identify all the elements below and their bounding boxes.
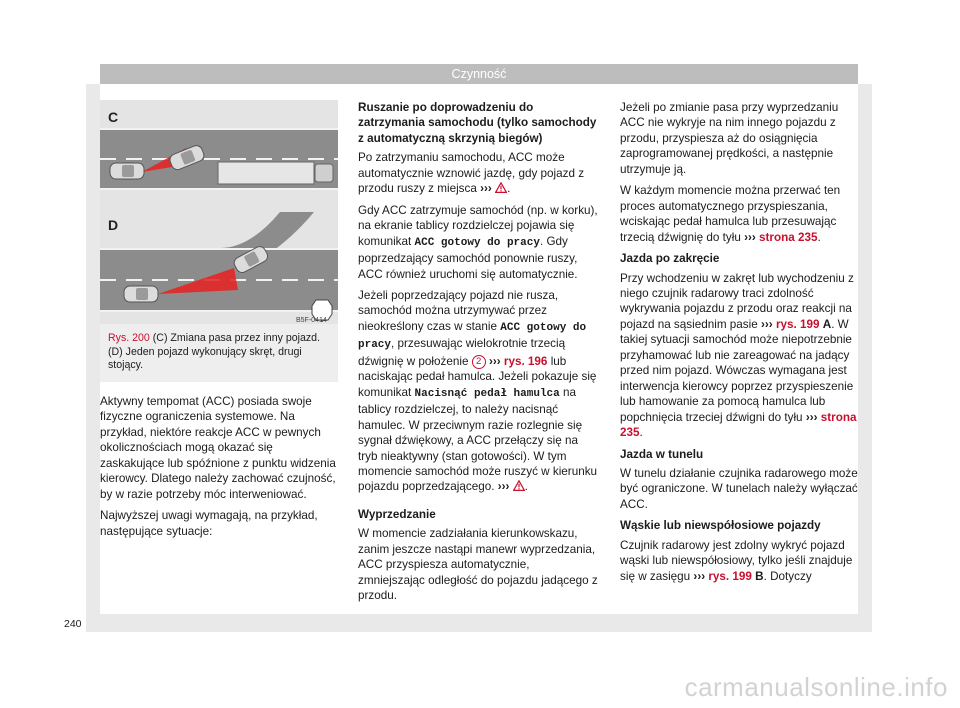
right-paragraph-5: Czujnik radarowy jest zdolny wykryć pojazd wąski lub niewspółosiowy, tylko jeśli znajduje się w zasięgu ››› rys. 199 B. Dotyczy [620,538,853,583]
link-strona-235[interactable]: strona 235 [759,230,818,244]
link-rys-199[interactable]: rys. 199 [775,317,820,331]
message-brake: Nacisnąć pedał hamulca [414,387,560,400]
panel-c-label: C [108,109,119,125]
left-paragraph-1: Aktywny tempomat (ACC) posiada swoje fizyczne ograniczenia systemowe. Na przykład, niektóre reakcje ACC w pewnych okolicznościach mogą okazać się zaskakujące lub spóźnione z punktu widzenia kierowcy. Dlatego należy zachować czujność, by w razie potrzeby móc interweniować. [100,395,336,501]
car-d-1 [124,286,158,302]
middle-paragraph-2: Gdy ACC zatrzymuje samochód (np. w korku), na ekranie tablicy rozdzielczej pojawia się komunikat ACC gotowy do pracy. Gdy poprzedzający samochód ponownie ruszy, ACC również uruchomi się automatycznie. [358,203,598,281]
heading-zakret: Jazda po zakręcie [620,252,720,266]
middle-paragraph-4: W momencie zadziałania kierunkowskazu, zanim jeszcze nastąpi manewr wyprzedzania, ACC przyspiesza automatycznie, zmniejszając odległość do pojazdu jadącego z przodu. [358,527,598,603]
link-rys-196[interactable]: rys. 196 [503,354,548,368]
middle-column [358,100,598,610]
position-number: 2 [472,355,486,369]
link-strona-235-b[interactable]: strona 235 [620,410,857,440]
message-acc-ready-2: ACC gotowy do pracy [358,321,587,352]
truck-c [218,162,333,184]
figure-code: B5F-0414 [296,317,327,324]
right-paragraph-2: W każdym momencie można przerwać ten proces automatycznego przyspieszania, wciskając pedał hamulca lub przesuwając trzecią dźwignię do tyłu ››› strona 235. [620,184,841,244]
heading-tunel: Jazda w tunelu [620,447,704,461]
heading-wyprzedzanie: Wyprzedzanie [358,507,436,521]
figure-caption [108,332,334,373]
message-acc-ready: ACC gotowy do pracy [414,236,540,249]
heading-ruszanie: Ruszanie po doprowadzeniu do zatrzymania samochodu (tylko samochody z automatyczną skrzynią biegów) [358,101,597,145]
caption-text: (C) Zmiana pasa przez inny pojazd. (D) Jeden pojazd wykonujący skręt, drugi stojący. [108,332,320,372]
arrows-icon: ››› [480,182,492,196]
middle-paragraph-1: Po zatrzymaniu samochodu, ACC może automatycznie wznowić jazdę, gdy pojazd z przodu ruszy z miejsca ››› . [358,151,585,196]
right-paragraph-3: Przy wchodzeniu w zakręt lub wychodzeniu z niego czujnik radarowy traci zdolność wykrywania pojazdu z przodu oraz reakcji na pojazd na sąsiednim pasie ››› rys. 199 A. W takiej sytuacji samochód może niepotrzebnie przyhamować lub nie zareagować na jadący przed nim pojazd. Wówczas wymagana jest interwencja kierowcy poprzez przyspieszenie lub hamowanie za pomocą hamulca lub popchnięcia trzeciej dźwigni do tyłu ››› strona 235. [620,271,857,440]
heading-waskie-pojazdy: Wąskie lub niewspółosiowe pojazdy [620,519,821,533]
right-paragraph-1: Jeżeli po zmianie pasa przy wyprzedzaniu ACC nie wykryje na nim innego pojazdu z przodu, przyspiesza aż do osiągnięcia zaprogramowanej prędkości, a następnie utrzymuje ją. [620,101,839,176]
right-paragraph-4: W tunelu działanie czujnika radarowego może być ograniczone. W tunelach należy wyłączać ACC. [620,466,858,511]
warning-icon[interactable] [495,182,507,193]
link-rys-199-b[interactable]: rys. 199 [708,569,752,583]
caption-ref: Rys. 200 [108,332,150,344]
warning-icon[interactable] [513,480,525,491]
left-column [100,394,338,545]
section-header: Czynność [100,64,858,84]
left-paragraph-2: Najwyższej uwagi wymagają, na przykład, następujące sytuacje: [100,509,318,538]
watermark: carmanualsonline.info [684,672,948,702]
car-c-1 [110,163,144,179]
right-column [620,100,858,590]
page-number: 240 [64,618,82,630]
middle-paragraph-3: Jeżeli poprzedzający pojazd nie rusza, samochód można utrzymywać przez nieokreślony czas w stanie ACC gotowy do pracy, przesuwając wielokrotnie trzecią dźwignię w położenie 2 ››› rys. 196 lub naciskając pedał hamulca. Jeżeli pokazuje się komunikat Nacisnąć pedał hamulca na tablicy rozdzielczej, to należy nacisnąć hamulec. W przeciwnym razie rozlegnie się sygnał dźwiękowy, a ACC przełączy się na tryb nieaktywny (stan gotowości). W tym momencie samochód może ruszyć w kierunku pojazdu poprzedzającego. ››› . [358,288,598,494]
panel-d-label: D [108,217,119,233]
